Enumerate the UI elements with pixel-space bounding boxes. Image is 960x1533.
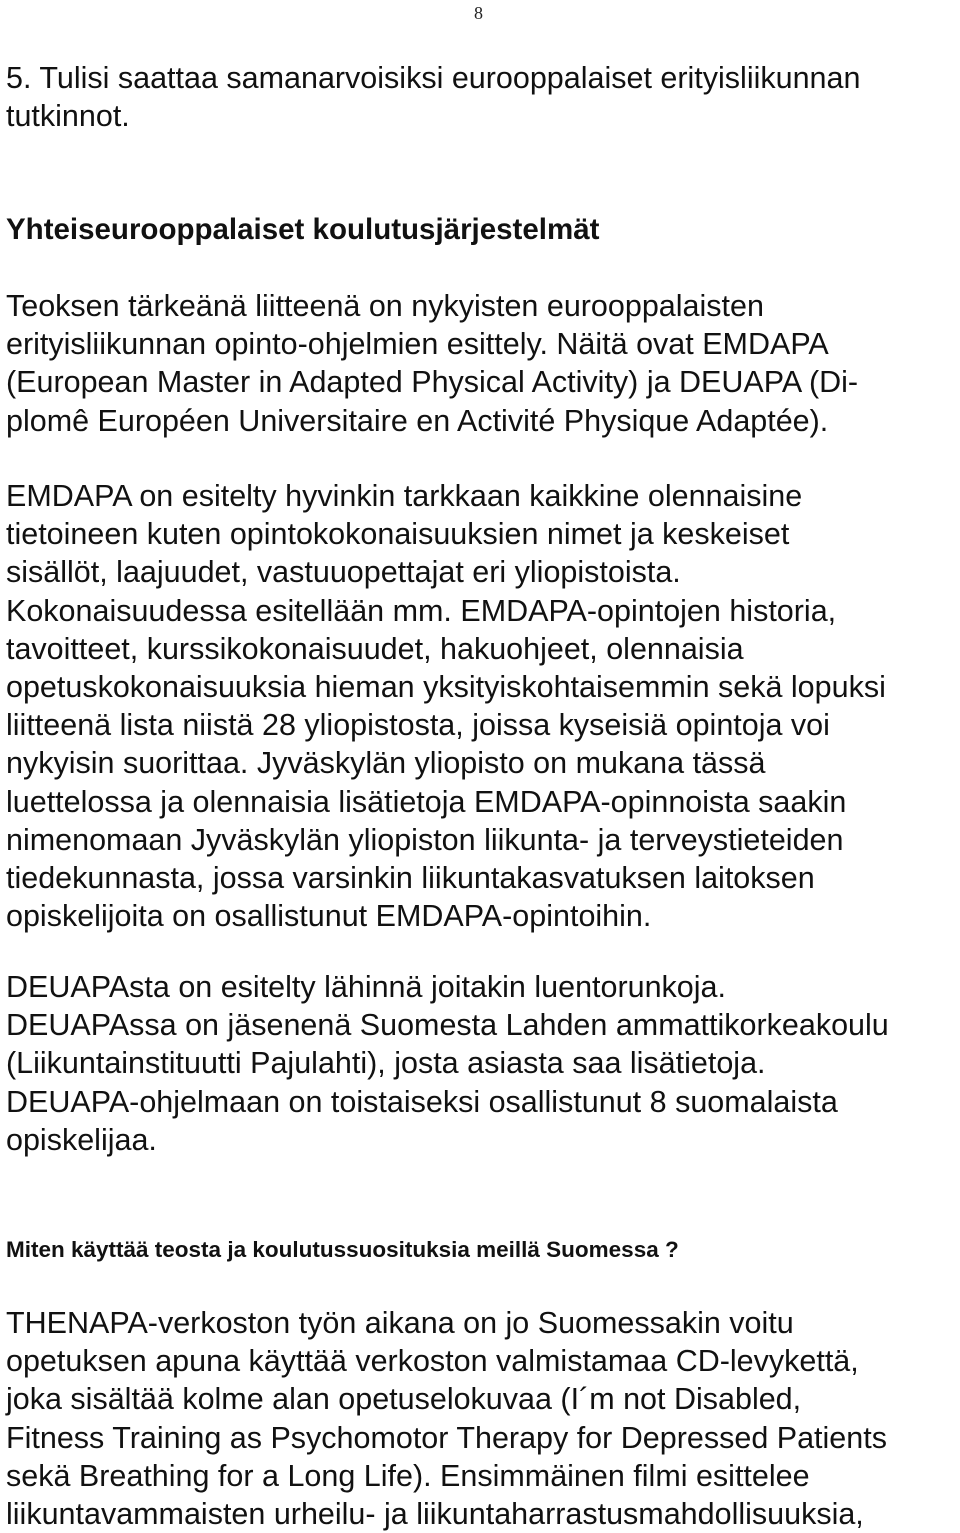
paragraph: [6, 968, 951, 1159]
page-number: 8: [474, 3, 483, 23]
text-line: THENAPA-verkoston työn aikana on jo Suomessakin voitu: [6, 1306, 794, 1340]
text-line: tavoitteet, kurssikokonaisuudet, hakuohjeet, olennaisia: [6, 631, 744, 666]
section-heading: Miten käyttää teosta ja koulutussuosituksia meillä Suomessa ?: [6, 1237, 679, 1262]
text-line: (European Master in Adapted Physical Activity) ja DEUAPA (Di-: [6, 365, 859, 400]
text-line: joka sisältää kolme alan opetuselokuvaa (I´m not Disabled,: [6, 1382, 802, 1417]
text-line: Fitness Training as Psychomotor Therapy for Depressed Patients: [6, 1420, 887, 1455]
text-line: tutkinnot.: [6, 99, 130, 134]
text-line: opetuskokonaisuuksia hieman yksityiskohtaisemmin sekä lopuksi: [6, 669, 886, 704]
text-line: tietoineen kuten opintokokonaisuuksien nimet ja keskeiset: [6, 517, 790, 552]
text-line: 5. Tulisi saattaa samanarvoisiksi eurooppalaiset erityisliikunnan: [6, 61, 861, 95]
text-line: DEUAPAssa on jäsenenä Suomesta Lahden ammattikorkeakoulu: [6, 1008, 889, 1043]
paragraph: [6, 287, 951, 440]
text-line: tiedekunnasta, jossa varsinkin liikuntakasvatuksen laitoksen: [6, 860, 815, 895]
text-line: sisällöt, laajuudet, vastuuopettajat eri yliopistoista.: [6, 555, 681, 590]
text-line: DEUAPAsta on esitelty lähinnä joitakin luentorunkoja.: [6, 970, 726, 1004]
paragraph: [6, 477, 951, 935]
text-line: opiskelijaa.: [6, 1122, 157, 1157]
text-line: liitteenä lista niistä 28 yliopistosta, joissa kyseisiä opintoja voi: [6, 708, 830, 743]
text-line: opiskelijoita on osallistunut EMDAPA-opintoihin.: [6, 899, 652, 934]
text-line: Teoksen tärkeänä liitteenä on nykyisten eurooppalaisten: [6, 289, 764, 323]
text-line: nimenomaan Jyväskylän yliopiston liikunta- ja terveystieteiden: [6, 822, 844, 857]
text-line: luettelossa ja olennaisia lisätietoja EMDAPA-opinnoista saakin: [6, 784, 847, 819]
text-line: EMDAPA on esitelty hyvinkin tarkkaan kaikkine olennaisine: [6, 479, 803, 513]
text-line: (Liikuntainstituutti Pajulahti), josta asiasta saa lisätietoja.: [6, 1046, 766, 1081]
paragraph: [6, 1304, 951, 1533]
text-line: erityisliikunnan opinto-ohjelmien esittely. Näitä ovat EMDAPA: [6, 327, 829, 362]
text-line: Kokonaisuudessa esitellään mm. EMDAPA-opintojen historia,: [6, 593, 837, 628]
section-heading: Yhteiseurooppalaiset koulutusjärjestelmät: [6, 213, 600, 246]
text-line: liikuntavammaisten urheilu- ja liikuntaharrastusmahdollisuuksia,: [6, 1496, 864, 1531]
text-line: opetuksen apuna käyttää verkoston valmistamaa CD-levykettä,: [6, 1344, 859, 1379]
text-line: sekä Breathing for a Long Life). Ensimmäinen filmi esittelee: [6, 1458, 810, 1493]
list-item-5: [6, 59, 951, 135]
text-line: nykyisin suorittaa. Jyväskylän yliopisto on mukana tässä: [6, 746, 766, 781]
text-line: plomê Européen Universitaire en Activité Physique Adaptée).: [6, 403, 829, 438]
text-line: DEUAPA-ohjelmaan on toistaiseksi osallistunut 8 suomalaista: [6, 1084, 838, 1119]
